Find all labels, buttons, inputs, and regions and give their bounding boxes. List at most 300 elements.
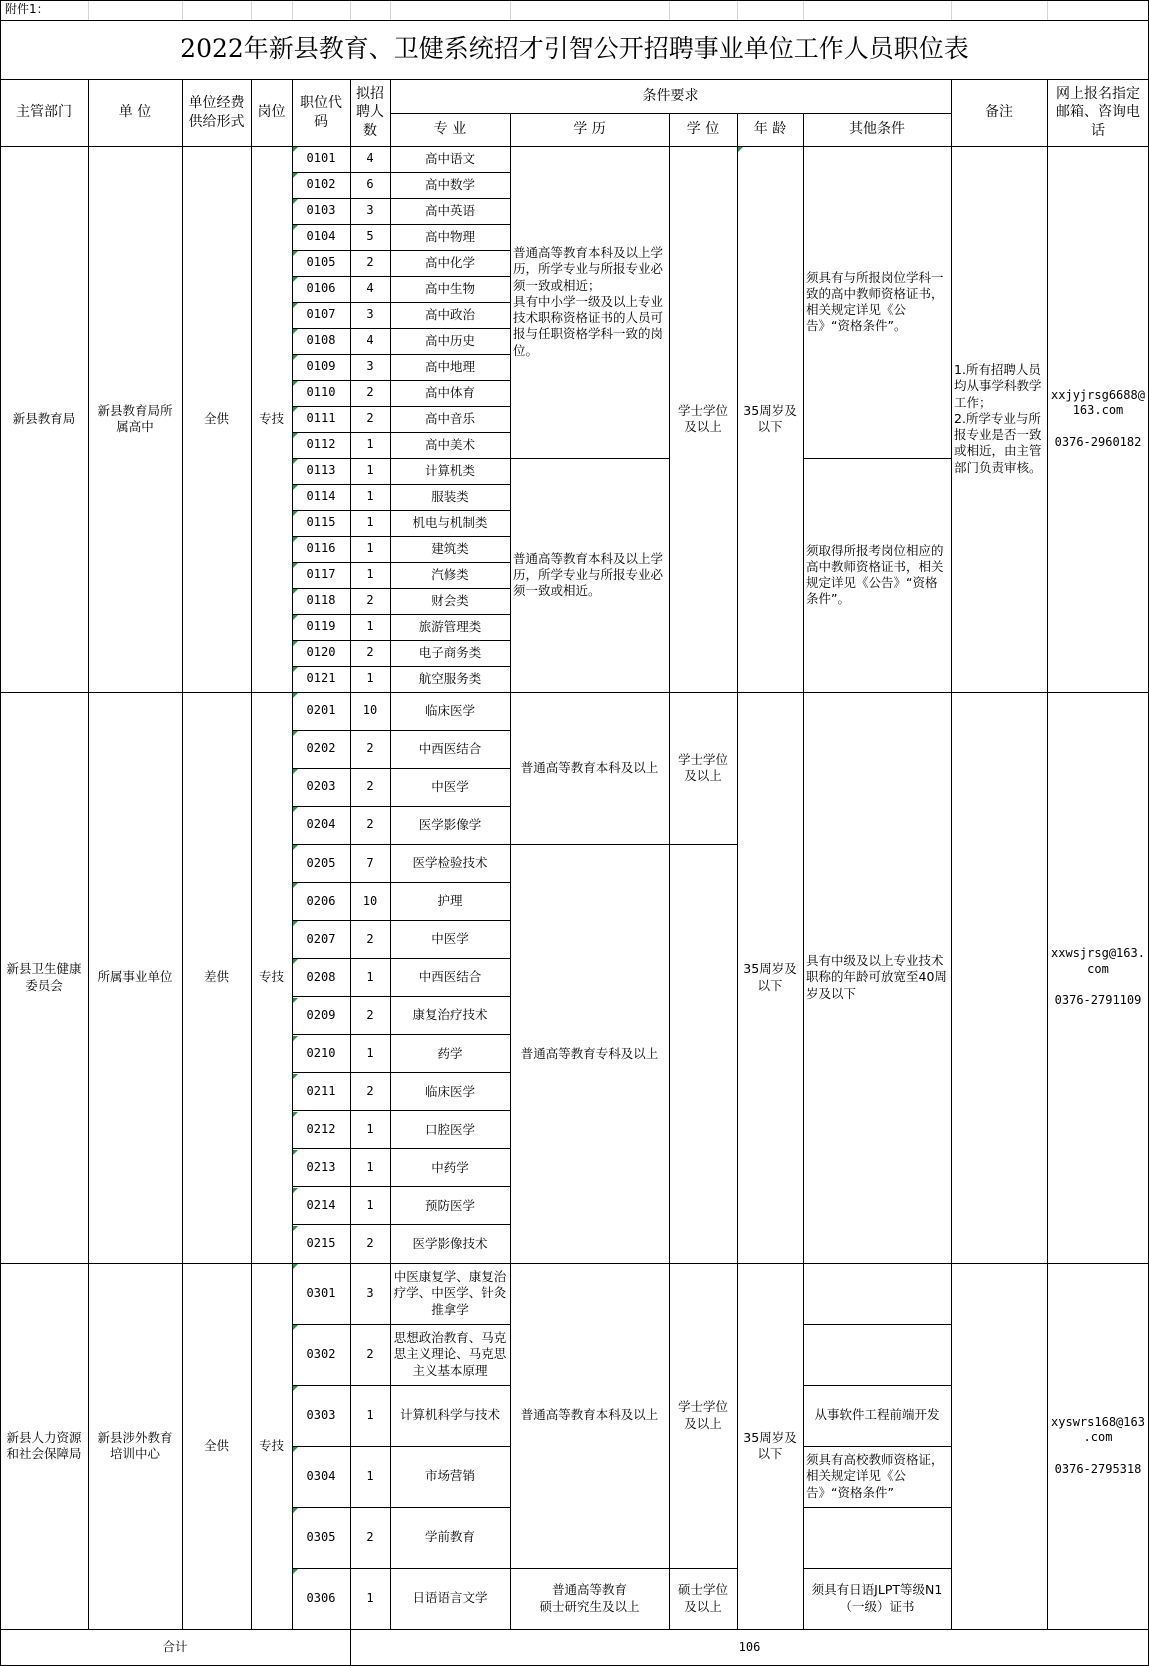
grid-line xyxy=(292,806,510,807)
position-count: 1 xyxy=(366,541,374,556)
comment-marker-icon xyxy=(293,1188,298,1193)
grid-line xyxy=(182,1263,183,1629)
header-remark: 备注 xyxy=(985,104,1013,121)
position-major: 中药学 xyxy=(431,1159,469,1175)
education-cell: 普通高等教育本科及以上学历，所学专业与所报专业必须一致或相近。 xyxy=(513,550,664,599)
position-count: 3 xyxy=(366,307,374,322)
comment-marker-icon xyxy=(293,329,298,334)
comment-marker-icon xyxy=(293,511,298,516)
grid-line xyxy=(292,1385,510,1386)
post-cell: 专技 xyxy=(258,410,284,426)
position-major: 高中物理 xyxy=(424,228,475,244)
position-code: 0114 xyxy=(306,489,336,504)
comment-marker-icon xyxy=(293,883,298,888)
grid-line xyxy=(292,730,510,731)
position-count: 1 xyxy=(366,1160,374,1175)
grid-line xyxy=(1047,692,1048,1263)
position-code: 0204 xyxy=(306,817,336,832)
position-major: 医学检验技术 xyxy=(412,855,488,871)
grid-line xyxy=(737,1263,738,1629)
position-major: 计算机科学与技术 xyxy=(399,1407,500,1423)
position-code: 0212 xyxy=(306,1121,336,1136)
dept-cell: 新县卫生健康 委员会 xyxy=(6,961,82,993)
other-cell: 从事软件工程前端开发 xyxy=(814,1407,940,1423)
position-major: 思想政治教育、马克思主义理论、马克思主义基本原理 xyxy=(393,1330,507,1378)
position-major: 口腔医学 xyxy=(424,1121,475,1137)
comment-marker-icon xyxy=(293,1226,298,1231)
grid-line xyxy=(88,79,89,146)
degree-cell: 学士学位 及以上 xyxy=(677,751,728,784)
grid-line xyxy=(0,1263,1149,1264)
comment-marker-icon xyxy=(293,1508,298,1513)
other-cell: 具有中级及以上专业技术职称的年龄可放宽至40周岁及以下 xyxy=(806,953,947,1001)
other-cell: 须具有高校教师资格证，相关规定详见《公告》“资格条件” xyxy=(806,1452,944,1500)
position-major: 护理 xyxy=(437,893,463,909)
comment-marker-icon xyxy=(293,251,298,256)
grid-line xyxy=(292,1224,510,1225)
position-major: 高中数学 xyxy=(424,176,475,192)
position-code: 0208 xyxy=(306,969,336,984)
grid-line xyxy=(737,146,738,692)
comment-marker-icon xyxy=(293,355,298,360)
comment-marker-icon xyxy=(293,845,298,850)
comment-marker-icon xyxy=(293,537,298,542)
grid-line xyxy=(951,79,952,146)
grid-line xyxy=(251,0,252,20)
grid-line xyxy=(182,146,183,692)
header-degree: 学 位 xyxy=(686,121,720,138)
comment-marker-icon xyxy=(293,641,298,646)
grid-line xyxy=(803,458,951,459)
funding-cell: 差供 xyxy=(203,969,229,985)
position-code: 0306 xyxy=(306,1590,336,1605)
grid-line xyxy=(669,113,670,146)
position-count: 4 xyxy=(366,281,374,296)
grid-line xyxy=(292,276,510,277)
position-code: 0209 xyxy=(306,1007,336,1022)
grid-line xyxy=(292,996,510,997)
header-post: 岗位 xyxy=(257,104,286,121)
position-major: 高中生物 xyxy=(424,280,475,296)
position-code: 0117 xyxy=(306,567,336,582)
position-code: 0206 xyxy=(306,893,336,908)
position-count: 1 xyxy=(366,1045,374,1060)
position-count: 1 xyxy=(366,1198,374,1213)
other-cell: 须取得所报考岗位相应的高中教师资格证书，相关规定详见《公告》“资格条件”。 xyxy=(806,542,944,607)
position-count: 1 xyxy=(366,969,374,984)
position-count: 2 xyxy=(366,411,374,426)
grid-line xyxy=(88,692,89,1263)
comment-marker-icon xyxy=(293,998,298,1003)
grid-line xyxy=(1047,79,1048,146)
grid-line xyxy=(390,113,951,114)
comment-marker-icon xyxy=(293,769,298,774)
grid-line xyxy=(88,1263,89,1629)
grid-line xyxy=(292,510,510,511)
position-major: 临床医学 xyxy=(424,702,475,718)
funding-cell: 全供 xyxy=(203,1437,229,1453)
header-conditions: 条件要求 xyxy=(642,87,699,104)
position-code: 0111 xyxy=(306,411,336,426)
grid-line xyxy=(803,0,804,20)
unit-cell: 新县教育局所 属高中 xyxy=(97,402,173,434)
grid-line xyxy=(737,692,738,1263)
position-count: 2 xyxy=(366,931,374,946)
comment-marker-icon xyxy=(293,459,298,464)
grid-line xyxy=(510,692,511,1263)
position-major: 高中政治 xyxy=(424,306,475,322)
unit-cell: 所属事业单位 xyxy=(97,969,173,985)
header-dept: 主管部门 xyxy=(16,104,72,121)
grid-line xyxy=(292,1186,510,1187)
grid-line xyxy=(292,1324,510,1325)
grid-line xyxy=(292,302,510,303)
grid-line xyxy=(510,146,511,692)
grid-line xyxy=(669,692,670,1263)
grid-line xyxy=(251,146,252,692)
grid-line xyxy=(951,0,952,20)
dept-cell: 新县人力资源 和社会保障局 xyxy=(6,1429,82,1461)
funding-cell: 全供 xyxy=(203,410,229,426)
header-count: 拟招 聘人 数 xyxy=(356,86,384,139)
comment-marker-icon xyxy=(293,225,298,230)
grid-line xyxy=(292,146,293,692)
grid-line xyxy=(390,0,391,20)
position-code: 0106 xyxy=(306,281,336,296)
position-count: 10 xyxy=(362,893,378,908)
position-code: 0120 xyxy=(306,645,336,660)
position-code: 0302 xyxy=(306,1346,336,1361)
grid-line xyxy=(0,20,1149,21)
total-label: 合计 xyxy=(162,1639,188,1655)
comment-marker-icon xyxy=(293,303,298,308)
position-count: 1 xyxy=(366,671,374,686)
position-count: 1 xyxy=(366,1407,374,1422)
grid-line xyxy=(510,844,737,845)
grid-line xyxy=(390,692,391,1263)
grid-line xyxy=(292,328,510,329)
comment-marker-icon xyxy=(293,807,298,812)
position-count: 2 xyxy=(366,255,374,270)
grid-line xyxy=(182,0,183,20)
grid-line xyxy=(182,692,183,1263)
grid-line xyxy=(803,692,804,1263)
position-count: 2 xyxy=(366,1529,374,1544)
position-major: 计算机类 xyxy=(424,462,475,478)
position-major: 市场营销 xyxy=(424,1468,475,1484)
comment-marker-icon xyxy=(293,1150,298,1155)
comment-marker-icon xyxy=(293,433,298,438)
post-cell: 专技 xyxy=(258,1437,284,1453)
grid-line xyxy=(251,79,252,146)
position-major: 高中历史 xyxy=(424,332,475,348)
position-count: 2 xyxy=(366,741,374,756)
grid-line xyxy=(0,0,1,1666)
education-cell: 普通高等教育本科及以上学历，所学专业与所报专业必须一致或相近； 具有中小学一级及以上专业技术职称资格证书的人员可报与任职资格学科一致的岗位。 xyxy=(513,245,664,358)
grid-line xyxy=(0,1629,1149,1630)
position-count: 5 xyxy=(366,229,374,244)
grid-line xyxy=(292,588,510,589)
grid-line xyxy=(1047,146,1048,692)
grid-line xyxy=(350,79,351,146)
position-count: 1 xyxy=(366,489,374,504)
comment-marker-icon xyxy=(293,589,298,594)
position-count: 2 xyxy=(366,645,374,660)
position-code: 0207 xyxy=(306,931,336,946)
comment-marker-icon xyxy=(293,1325,298,1330)
comment-marker-icon xyxy=(293,199,298,204)
position-code: 0201 xyxy=(306,703,336,718)
position-code: 0102 xyxy=(306,177,336,192)
position-major: 高中英语 xyxy=(424,202,475,218)
position-major: 中医学 xyxy=(431,931,469,947)
remark-cell: 1.所有招聘人员均从事学科教学工作； 2.所学专业与所报专业是否一致或相近，由主管部门负责审核。 xyxy=(954,362,1042,475)
grid-line xyxy=(951,146,952,692)
grid-line xyxy=(803,113,804,146)
grid-line xyxy=(1047,1263,1048,1629)
grid-line xyxy=(292,1072,510,1073)
grid-line xyxy=(292,1110,510,1111)
position-count: 3 xyxy=(366,203,374,218)
comment-marker-icon xyxy=(293,277,298,282)
grid-line xyxy=(292,1568,510,1569)
grid-line xyxy=(510,0,511,20)
attachment-label: 附件1： xyxy=(5,2,49,17)
position-count: 3 xyxy=(366,359,374,374)
grid-line xyxy=(669,0,670,20)
grid-line xyxy=(251,1263,252,1629)
position-count: 2 xyxy=(366,593,374,608)
position-major: 服装类 xyxy=(431,488,469,504)
grid-line xyxy=(0,146,1149,147)
age-cell: 35周岁及 以下 xyxy=(743,1429,797,1461)
unit-cell: 新县涉外教育 培训中心 xyxy=(97,1429,173,1461)
age-cell: 35周岁及 以下 xyxy=(743,961,797,993)
position-code: 0119 xyxy=(306,619,336,634)
position-code: 0301 xyxy=(306,1285,336,1300)
grid-line xyxy=(803,1507,951,1508)
grid-line xyxy=(510,458,669,459)
position-code: 0105 xyxy=(306,255,336,270)
position-count: 2 xyxy=(366,1083,374,1098)
comment-marker-icon xyxy=(293,921,298,926)
page-title: 2022年新县教育、卫健系统招才引智公开招聘事业单位工作人员职位表 xyxy=(180,34,969,64)
header-funding: 单位经费 供给形式 xyxy=(188,95,245,130)
position-code: 0109 xyxy=(306,359,336,374)
position-major: 康复治疗技术 xyxy=(412,1007,488,1023)
position-major: 医学影像学 xyxy=(418,817,482,833)
position-count: 1 xyxy=(366,567,374,582)
grid-line xyxy=(292,666,510,667)
other-cell: 须具有与所报岗位学科一致的高中教师资格证书，相关规定详见《公告》“资格条件”。 xyxy=(806,269,944,334)
comment-marker-icon xyxy=(293,1074,298,1079)
grid-line xyxy=(803,1324,951,1325)
comment-marker-icon xyxy=(293,959,298,964)
position-code: 0112 xyxy=(306,437,336,452)
grid-line xyxy=(803,146,804,692)
position-major: 旅游管理类 xyxy=(418,618,482,634)
position-major: 高中化学 xyxy=(424,254,475,270)
grid-line xyxy=(390,146,391,692)
grid-line xyxy=(292,640,510,641)
position-count: 1 xyxy=(366,619,374,634)
grid-line xyxy=(803,1446,951,1447)
position-code: 0202 xyxy=(306,741,336,756)
grid-line xyxy=(251,692,252,1263)
position-code: 0211 xyxy=(306,1083,336,1098)
grid-line xyxy=(292,1034,510,1035)
position-code: 0305 xyxy=(306,1529,336,1544)
education-cell: 普通高等教育专科及以上 xyxy=(520,1045,659,1061)
grid-line xyxy=(737,0,738,20)
grid-line xyxy=(292,882,510,883)
position-code: 0115 xyxy=(306,515,336,530)
position-major: 高中美术 xyxy=(424,436,475,452)
grid-line xyxy=(292,920,510,921)
grid-line xyxy=(669,1263,670,1629)
dept-cell: 新县教育局 xyxy=(12,410,76,426)
position-major: 日语语言文学 xyxy=(412,1590,488,1606)
grid-line xyxy=(292,198,510,199)
comment-marker-icon xyxy=(293,615,298,620)
position-code: 0213 xyxy=(306,1160,336,1175)
position-count: 1 xyxy=(366,1590,374,1605)
comment-marker-icon xyxy=(293,407,298,412)
position-major: 建筑类 xyxy=(431,540,469,556)
grid-line xyxy=(350,692,351,1263)
position-count: 4 xyxy=(366,333,374,348)
position-count: 6 xyxy=(366,177,374,192)
position-major: 航空服务类 xyxy=(418,670,482,686)
position-major: 中医学 xyxy=(431,779,469,795)
comment-marker-icon xyxy=(738,147,743,152)
grid-line xyxy=(292,1148,510,1149)
header-other: 其他条件 xyxy=(849,121,905,138)
position-major: 医学影像技术 xyxy=(412,1235,488,1251)
header-code: 职位代 码 xyxy=(300,95,342,130)
grid-line xyxy=(292,562,510,563)
age-cell: 35周岁及 以下 xyxy=(743,402,797,434)
grid-line xyxy=(350,0,351,20)
position-code: 0121 xyxy=(306,671,336,686)
grid-line xyxy=(292,224,510,225)
header-unit: 单 位 xyxy=(118,104,152,121)
comment-marker-icon xyxy=(293,667,298,672)
comment-marker-icon xyxy=(293,1386,298,1391)
grid-line xyxy=(510,113,511,146)
grid-line xyxy=(292,172,510,173)
header-education: 学 历 xyxy=(573,121,606,138)
grid-line xyxy=(803,1568,951,1569)
position-code: 0118 xyxy=(306,593,336,608)
position-code: 0107 xyxy=(306,307,336,322)
position-major: 中西医结合 xyxy=(418,969,482,985)
grid-line xyxy=(292,614,510,615)
comment-marker-icon xyxy=(293,485,298,490)
position-count: 2 xyxy=(366,1346,374,1361)
position-code: 0113 xyxy=(306,463,336,478)
position-major: 电子商务类 xyxy=(418,644,482,660)
position-code: 0210 xyxy=(306,1045,336,1060)
grid-line xyxy=(669,146,670,692)
header-major: 专 业 xyxy=(433,121,467,138)
position-major: 财会类 xyxy=(431,592,469,608)
position-code: 0214 xyxy=(306,1198,336,1213)
grid-line xyxy=(292,1507,510,1508)
comment-marker-icon xyxy=(293,173,298,178)
position-code: 0205 xyxy=(306,855,336,870)
position-major: 高中地理 xyxy=(424,358,475,374)
comment-marker-icon xyxy=(293,1447,298,1452)
grid-line xyxy=(390,79,391,146)
comment-marker-icon xyxy=(293,381,298,386)
grid-line xyxy=(292,692,293,1263)
grid-line xyxy=(182,79,183,146)
position-count: 2 xyxy=(366,385,374,400)
grid-line xyxy=(0,79,1149,80)
grid-line xyxy=(951,692,952,1263)
total-value: 106 xyxy=(738,1639,761,1654)
grid-line xyxy=(510,1568,737,1569)
grid-line xyxy=(350,1629,351,1666)
degree-cell: 学士学位 及以上 xyxy=(677,402,728,434)
position-major: 机电与机制类 xyxy=(412,514,488,530)
grid-line xyxy=(292,0,293,20)
position-code: 0304 xyxy=(306,1468,336,1483)
comment-marker-icon xyxy=(293,731,298,736)
post-cell: 专技 xyxy=(258,969,284,985)
position-count: 2 xyxy=(366,779,374,794)
grid-line xyxy=(292,250,510,251)
position-count: 2 xyxy=(366,817,374,832)
degree-cell: 硕士学位 及以上 xyxy=(677,1582,728,1614)
grid-line xyxy=(292,768,510,769)
position-major: 高中体育 xyxy=(424,384,475,400)
grid-line xyxy=(292,380,510,381)
grid-line xyxy=(292,536,510,537)
position-code: 0108 xyxy=(306,333,336,348)
degree-cell: 学士学位 及以上 xyxy=(677,1399,728,1431)
contact-cell: xxwsjrsg@163. com 0376-2791109 xyxy=(1051,946,1145,1008)
position-count: 10 xyxy=(362,703,378,718)
position-code: 0215 xyxy=(306,1236,336,1251)
position-major: 中医康复学、康复治疗学、中医学、针灸推拿学 xyxy=(393,1269,507,1317)
comment-marker-icon xyxy=(293,1569,298,1574)
contact-cell: xyswrs168@163 .com 0376-2795318 xyxy=(1051,1414,1145,1476)
grid-line xyxy=(292,1446,510,1447)
comment-marker-icon xyxy=(293,147,298,152)
position-code: 0116 xyxy=(306,541,336,556)
comment-marker-icon xyxy=(293,1112,298,1117)
position-count: 2 xyxy=(366,1236,374,1251)
position-count: 1 xyxy=(366,437,374,452)
position-major: 汽修类 xyxy=(431,566,469,582)
grid-line xyxy=(292,958,510,959)
position-code: 0110 xyxy=(306,385,336,400)
contact-cell: xxjyjrsg6688@ 163.com 0376-2960182 xyxy=(1051,387,1145,449)
position-major: 预防医学 xyxy=(424,1197,475,1213)
education-cell: 普通高等教育本科及以上 xyxy=(520,1407,659,1423)
position-major: 高中音乐 xyxy=(424,410,475,426)
position-count: 1 xyxy=(366,463,374,478)
grid-line xyxy=(292,432,510,433)
grid-line xyxy=(292,354,510,355)
position-major: 药学 xyxy=(437,1045,463,1061)
grid-line xyxy=(292,79,293,146)
grid-line xyxy=(0,692,1149,693)
position-count: 3 xyxy=(366,1285,374,1300)
grid-line xyxy=(292,844,510,845)
